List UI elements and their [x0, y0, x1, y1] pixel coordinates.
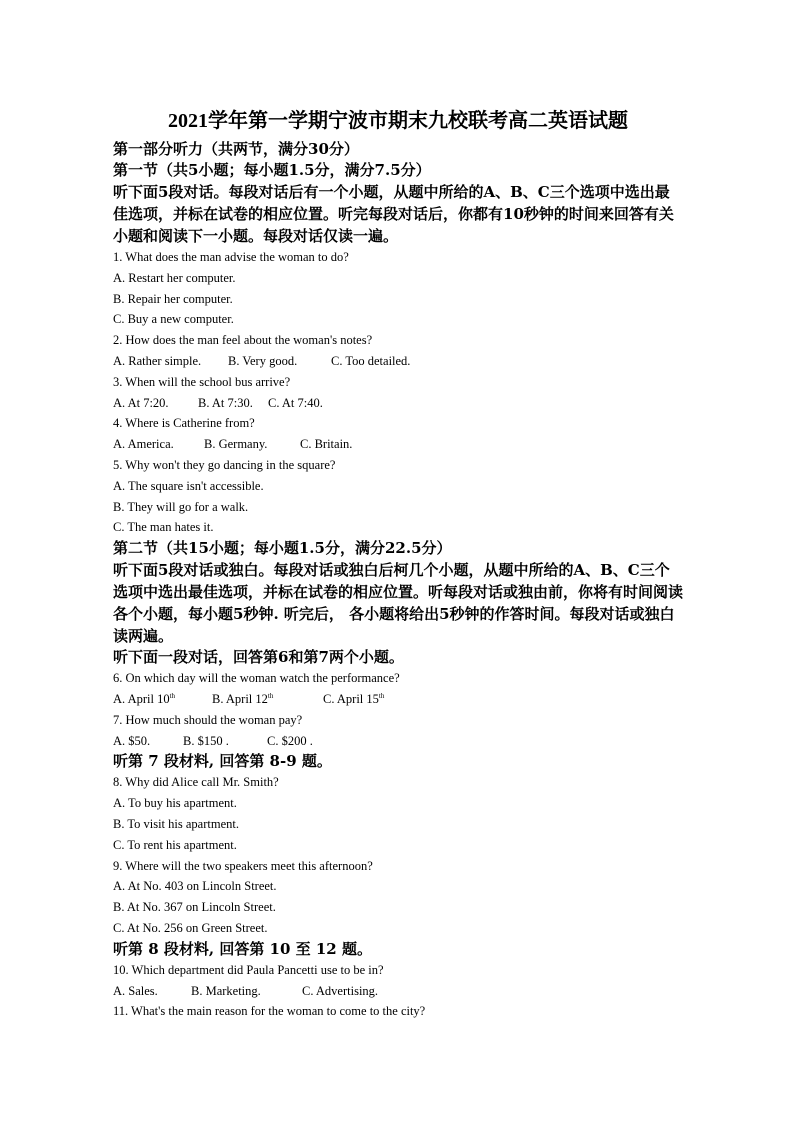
- question-6-option-b: B. April 12th: [212, 691, 274, 706]
- part1-heading: 第一部分听力（共两节，满分30分）: [113, 140, 359, 158]
- question-9-stem: 9. Where will the two speakers meet this afternoon?: [113, 858, 373, 873]
- question-4-option-a: A. America.: [113, 437, 174, 452]
- question-4-option-b: B. Germany.: [204, 437, 268, 452]
- material8-heading: 听第 8 段材料, 回答第 10 至 12 题。: [113, 939, 372, 958]
- question-10-options: [113, 981, 683, 1002]
- question-3-option-c: C. At 7:40.: [268, 395, 323, 410]
- question-2-option-a: A. Rather simple.: [113, 353, 202, 368]
- question-4-stem: 4. Where is Catherine from?: [113, 416, 255, 431]
- question-1-stem: 1. What does the man advise the woman to do?: [113, 250, 349, 264]
- question-1-option-c: C. Buy a new computer.: [113, 312, 234, 327]
- question-3-option-b: B. At 7:30.: [198, 395, 253, 410]
- question-11-stem: 11. What's the main reason for the woman to come to the city?: [113, 1004, 426, 1019]
- question-4-options: [113, 434, 683, 455]
- question-6-option-c: C. April 15th: [323, 691, 385, 706]
- question-7-option-c: C. $200 .: [267, 733, 313, 748]
- dialogue6-heading: 听下面一段对话，回答第6和第7两个小题。: [113, 648, 404, 667]
- question-10-stem: 10. Which department did Paula Pancetti use to be in?: [113, 962, 384, 977]
- question-3-option-a: A. At 7:20.: [113, 395, 169, 410]
- section1-heading: 第一节（共5小题；每小题1.5分，满分7.5分）: [113, 161, 431, 179]
- question-5-option-c: C. The man hates it.: [113, 520, 214, 535]
- question-1-option-a: A. Restart her computer.: [113, 270, 236, 285]
- material7-heading: 听第 7 段材料, 回答第 8-9 题。: [113, 752, 332, 771]
- question-7-stem: 7. How much should the woman pay?: [113, 712, 303, 727]
- question-8-option-b: B. To visit his apartment.: [113, 816, 239, 831]
- question-7-option-b: B. $150 .: [183, 733, 229, 748]
- section1-instructions: 听下面5段对话。每段对话后有一个小题，从题中所给的A、B、C三个选项中选出最佳选项，并标在试卷的相应位置。听完每段对话后，你都有10秒钟的时间来回答有关小题和阅读下一小题。每段对话仅读一遍。: [113, 183, 674, 245]
- question-7-options: [113, 731, 683, 752]
- question-6-options: [113, 689, 683, 710]
- question-6-option-a: A. April 10th: [113, 691, 176, 706]
- question-4-option-c: C. Britain.: [300, 437, 353, 452]
- question-3-stem: 3. When will the school bus arrive?: [113, 374, 291, 389]
- question-10-option-a: A. Sales.: [113, 983, 158, 998]
- question-10-option-c: C. Advertising.: [302, 983, 379, 998]
- question-5-stem: 5. Why won't they go dancing in the square?: [113, 457, 336, 472]
- question-8-stem: 8. Why did Alice call Mr. Smith?: [113, 775, 279, 790]
- question-10-option-b: B. Marketing.: [191, 983, 261, 998]
- question-8-option-c: C. To rent his apartment.: [113, 837, 237, 852]
- section2-heading: 第二节（共15小题；每小题1.5分，满分22.5分）: [113, 539, 452, 558]
- section2-instructions: 听下面5段对话或独白。每段对话或独白后柯几个小题，从题中所给的A、B、C三个选项中选出最佳选项，并标在试卷的相应位置。听每段对话或独由前，你将有时间阅读各个小题，每小题5秒钟. 听完后， 各小题将给出5秒钟的作答时间。每段对话或独白读两遍。: [113, 561, 684, 646]
- question-8-option-a: A. To buy his apartment.: [113, 796, 237, 811]
- question-2-option-b: B. Very good.: [228, 353, 298, 368]
- question-3-options: [113, 393, 683, 414]
- question-5-option-a: A. The square isn't accessible.: [113, 478, 264, 493]
- question-1-option-b: B. Repair her computer.: [113, 291, 233, 306]
- question-2-options: [113, 351, 683, 372]
- question-7-option-a: A. $50.: [113, 733, 151, 748]
- question-9-option-b: B. At No. 367 on Lincoln Street.: [113, 900, 276, 915]
- exam-page: [113, 100, 683, 1022]
- question-9-option-c: C. At No. 256 on Green Street.: [113, 920, 268, 935]
- question-5-option-b: B. They will go for a walk.: [113, 499, 249, 514]
- question-2-stem: 2. How does the man feel about the woman's notes?: [113, 333, 373, 348]
- question-2-option-c: C. Too detailed.: [331, 353, 411, 368]
- question-9-option-a: A. At No. 403 on Lincoln Street.: [113, 879, 277, 894]
- question-6-stem: 6. On which day will the woman watch the performance?: [113, 671, 400, 686]
- page-title: 2021学年第一学期宁波市期末九校联考高二英语试题: [168, 110, 628, 132]
